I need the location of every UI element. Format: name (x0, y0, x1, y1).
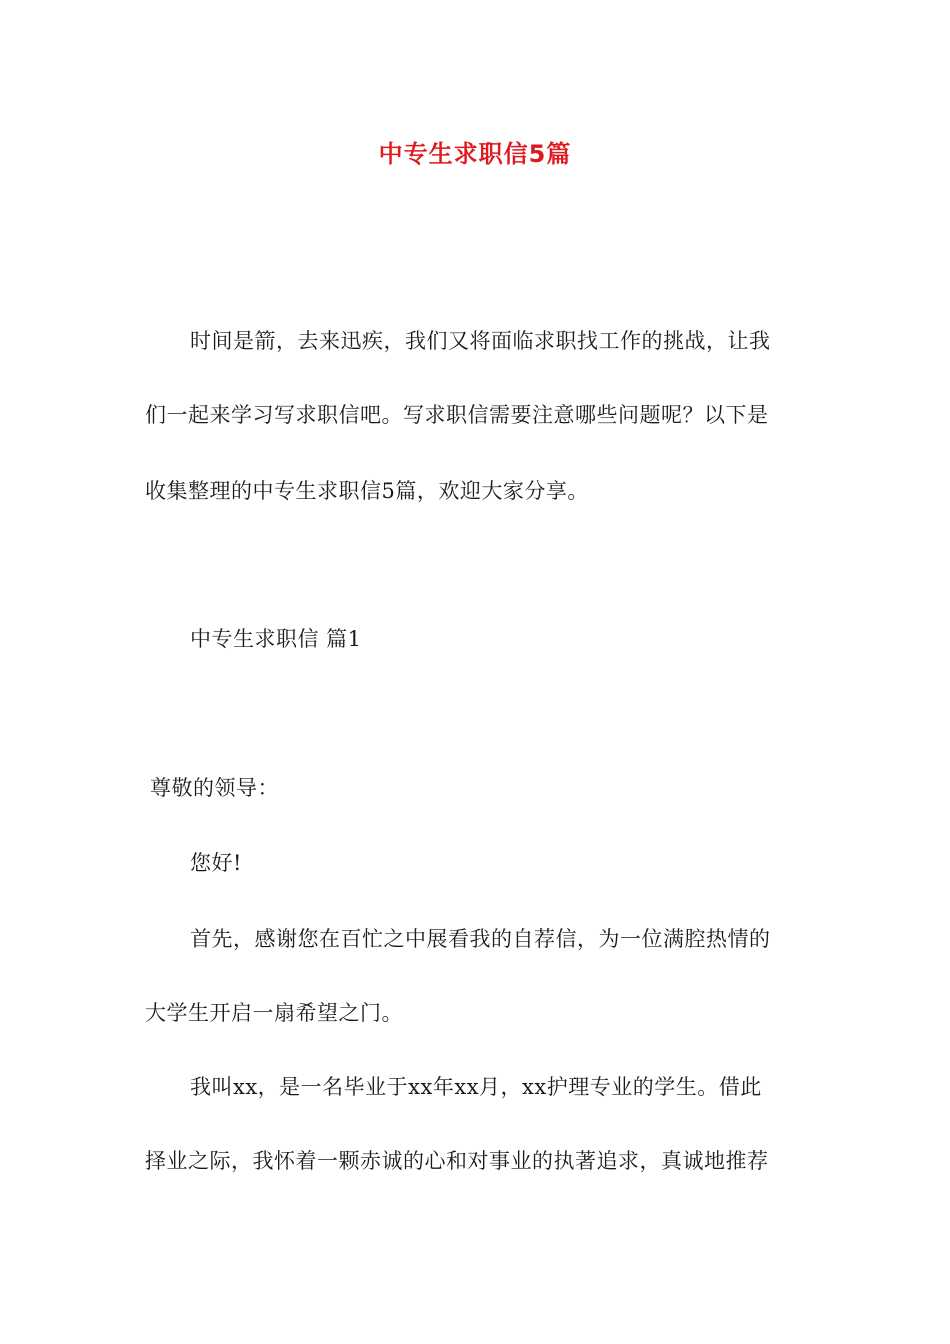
salutation: 尊敬的领导： (150, 776, 279, 800)
intro-line-3: 收集整理的中专生求职信5篇，欢迎大家分享。 (145, 479, 589, 503)
document-title: 中专生求职信5篇 (378, 140, 572, 168)
section-heading: 中专生求职信 篇1 (190, 627, 362, 651)
greeting: 您好! (190, 851, 242, 875)
intro-line-1: 时间是箭，去来迅疾，我们又将面临求职找工作的挑战，让我 (190, 329, 771, 353)
para2-line-1: 我叫xx，是一名毕业于xx年xx月，xx护理专业的学生。借此 (190, 1075, 762, 1099)
para1-line-2: 大学生开启一扇希望之门。 (145, 1001, 403, 1025)
para1-line-1: 首先，感谢您在百忙之中展看我的自荐信，为一位满腔热情的 (190, 927, 771, 951)
intro-line-2: 们一起来学习写求职信吧。写求职信需要注意哪些问题呢？以下是 (145, 403, 769, 427)
para2-line-2: 择业之际，我怀着一颗赤诚的心和对事业的执著追求，真诚地推荐 (145, 1149, 769, 1173)
